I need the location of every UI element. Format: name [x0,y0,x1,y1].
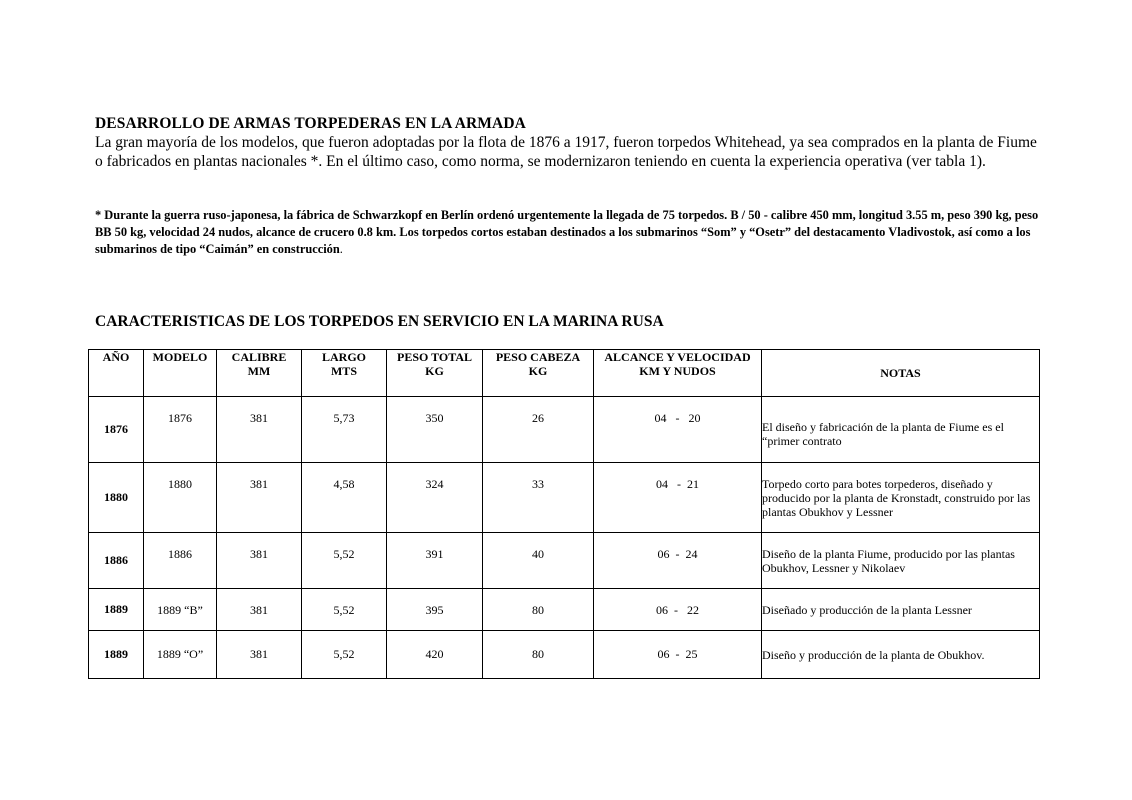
cell-largo: 4,58 [302,463,387,533]
header-peso-total-line1: PESO TOTAL [396,350,473,364]
header-peso-cabeza-line1: PESO CABEZA [495,350,581,364]
cell-alcance: 04 - 21 [594,463,762,533]
header-peso-total [387,350,483,397]
cell-modelo: 1889 “O” [144,631,217,679]
cell-calibre: 381 [217,631,302,679]
cell-largo: 5,73 [302,397,387,463]
cell-calibre: 381 [217,533,302,589]
cell-anio: 1876 [89,397,144,463]
header-peso-cabeza-line2: KG [528,364,548,378]
header-peso-total-line2: KG [425,364,444,378]
cell-modelo: 1876 [144,397,217,463]
table-row [89,533,1040,589]
footnote-end: . [339,242,343,256]
intro-paragraph: La gran mayoría de los modelos, que fueron adoptadas por la flota de 1876 a 1917, fueron torpedos Whitehead, ya sea comprados en la planta de Fiume o fabricados en plantas nacionales *. En el último caso, como norma, se modernizaron teniendo en cuenta la experiencia operativa (ver tabla 1). [95,134,1037,170]
cell-anio: 1889 [89,631,144,679]
cell-peso-cabeza: 33 [483,463,594,533]
cell-notas: Diseño y producción de la planta de Obukhov. [762,631,1040,679]
footnote [95,207,1040,258]
cell-notas: Diseñado y producción de la planta Lessner [762,589,1040,631]
table-row [89,589,1040,631]
table-row [89,631,1040,679]
header-anio: AÑO [89,350,144,397]
header-alcance-line2: KM Y NUDOS [639,364,716,378]
cell-largo: 5,52 [302,533,387,589]
cell-alcance: 04 - 20 [594,397,762,463]
header-largo-line2: MTS [330,364,357,378]
cell-modelo: 1886 [144,533,217,589]
cell-alcance: 06 - 22 [594,589,762,631]
cell-anio: 1889 [89,589,144,631]
cell-alcance: 06 - 25 [594,631,762,679]
header-largo [302,350,387,397]
cell-calibre: 381 [217,463,302,533]
cell-anio: 1886 [89,533,144,589]
cell-largo: 5,52 [302,589,387,631]
cell-peso-total: 391 [387,533,483,589]
header-calibre-line2: MM [247,364,271,378]
header-peso-cabeza [483,350,594,397]
cell-peso-cabeza: 40 [483,533,594,589]
page-heading: DESARROLLO DE ARMAS TORPEDERAS EN LA ARMADA [95,115,526,132]
table-row [89,397,1040,463]
header-alcance [594,350,762,397]
cell-notas: Torpedo corto para botes torpederos, diseñado y producido por la planta de Kronstadt, construido por las plantas Obukhov y Lessner [762,463,1040,533]
header-row [89,350,1040,397]
header-calibre-line1: CALIBRE [231,350,287,364]
header-calibre [217,350,302,397]
torpedo-table [88,349,1040,679]
cell-modelo: 1880 [144,463,217,533]
cell-peso-total: 324 [387,463,483,533]
cell-alcance: 06 - 24 [594,533,762,589]
cell-calibre: 381 [217,397,302,463]
cell-peso-cabeza: 80 [483,589,594,631]
cell-peso-cabeza: 26 [483,397,594,463]
table-title: CARACTERISTICAS DE LOS TORPEDOS EN SERVICIO EN LA MARINA RUSA [95,313,664,330]
header-modelo: MODELO [144,350,217,397]
cell-largo: 5,52 [302,631,387,679]
cell-anio: 1880 [89,463,144,533]
cell-modelo: 1889 “B” [144,589,217,631]
cell-peso-total: 420 [387,631,483,679]
cell-peso-cabeza: 80 [483,631,594,679]
table-row [89,463,1040,533]
footnote-text: * Durante la guerra ruso-japonesa, la fábrica de Schwarzkopf en Berlín ordenó urgentemente la llegada de 75 torpedos. B / 50 - calibre 450 mm, longitud 3.55 m, peso 390 kg, peso BB 50 kg, velocidad 24 nudos, alcance de crucero 0.8 km. Los torpedos cortos estaban destinados a los submarinos “Som” y “Osetr” del destacamento Vladivostok, así como a los submarinos de tipo “Caimán” en construcción [95,208,1039,256]
header-largo-line1: LARGO [321,350,366,364]
cell-peso-total: 395 [387,589,483,631]
cell-notas: El diseño y fabricación de la planta de Fiume es el “primer contrato [762,397,1040,463]
cell-peso-total: 350 [387,397,483,463]
header-alcance-line1: ALCANCE Y VELOCIDAD [604,350,751,364]
cell-calibre: 381 [217,589,302,631]
header-notas: NOTAS [762,350,1040,397]
cell-notas: Diseño de la planta Fiume, producido por las plantas Obukhov, Lessner y Nikolaev [762,533,1040,589]
